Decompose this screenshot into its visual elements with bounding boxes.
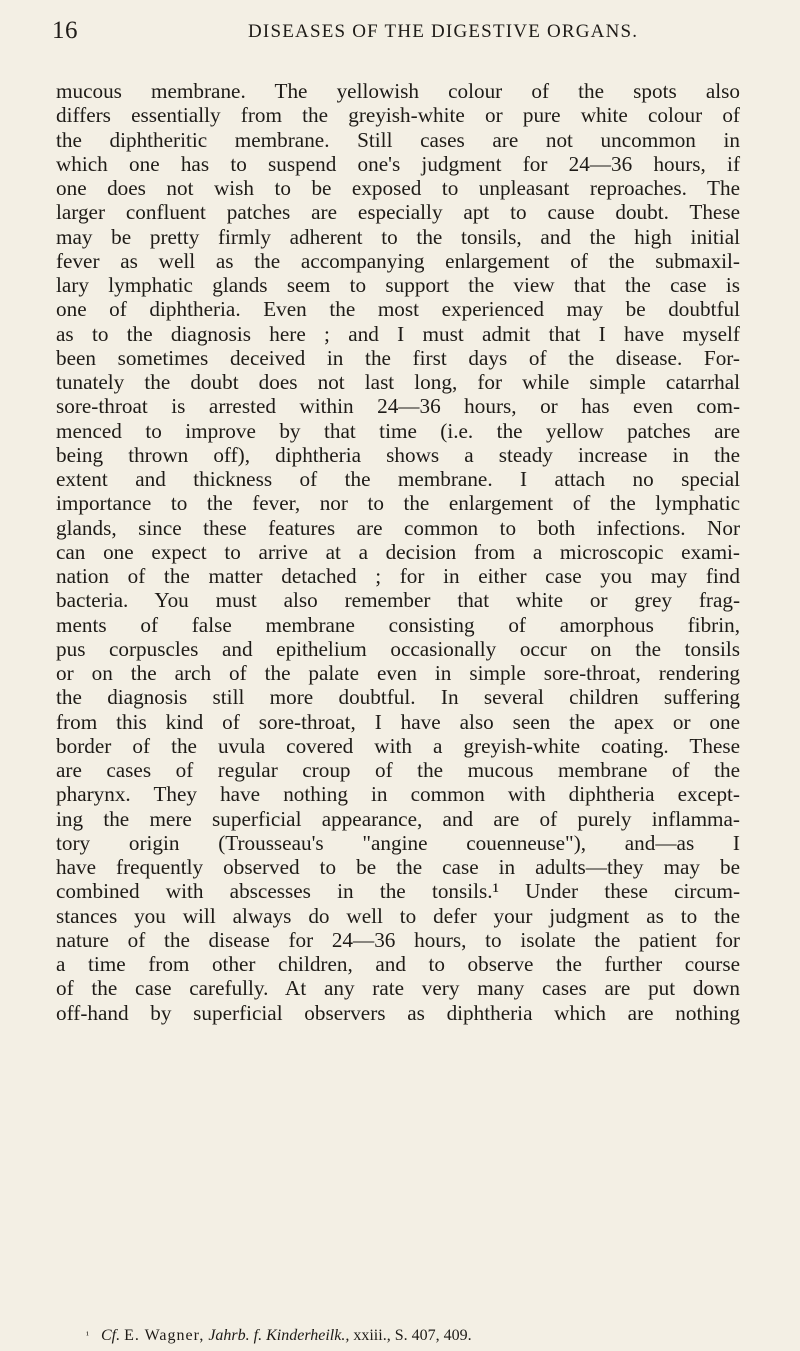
text-line: differs essentially from the greyish-white or pure white colour of — [56, 103, 740, 128]
text-line: bacteria. You must also remember that white or grey frag- — [56, 588, 740, 613]
text-line: can one expect to arrive at a decision from a microscopic exami- — [56, 539, 740, 564]
text-line: tunately the doubt does not last long, for while simple catarrhal — [56, 370, 740, 394]
running-head — [48, 16, 738, 46]
text-line: stances you will always do well to defer your judgment as to the — [56, 903, 740, 928]
footnote — [86, 1326, 746, 1346]
text-line: pharynx. They have nothing in common with diphtheria except- — [56, 782, 740, 807]
text-line: nation of the matter detached ; for in either case you may find — [56, 564, 740, 588]
text-line: off-hand by superficial observers as diphtheria which are nothing — [56, 1000, 740, 1025]
text-line: extent and thickness of the membrane. I attach no special — [56, 467, 740, 491]
text-line: been sometimes deceived in the first days of the disease. For- — [56, 345, 740, 370]
text-line: pus corpuscles and epithelium occasionally occur on the tonsils — [56, 636, 740, 661]
text-line: menced to improve by that time (i.e. the yellow patches are — [56, 418, 740, 443]
body-text — [56, 79, 740, 1025]
text-line: may be pretty firmly adherent to the tonsils, and the high initial — [56, 224, 740, 249]
text-line: of the case carefully. At any rate very many cases are put down — [56, 976, 740, 1001]
footnote-journal: Jahrb. f. Kinderheilk., — [208, 1327, 350, 1344]
text-line: ing the mere superficial appearance, and are of purely inflamma- — [56, 806, 740, 831]
footnote-author: E. Wagner, — [124, 1327, 205, 1344]
text-line: from this kind of sore-throat, I have also seen the apex or one — [56, 709, 740, 734]
text-line: as to the diagnosis here ; and I must admit that I have myself — [56, 321, 740, 346]
text-line: combined with abscesses in the tonsils.¹ Under these circum- — [56, 879, 740, 904]
text-line: importance to the fever, nor to the enlargement of the lymphatic — [56, 491, 740, 516]
text-line: a time from other children, and to observe the further course — [56, 952, 740, 976]
footnote-cf: Cf. — [101, 1327, 121, 1344]
text-line: are cases of regular croup of the mucous membrane of the — [56, 758, 740, 782]
text-line: the diagnosis still more doubtful. In several children suffering — [56, 685, 740, 710]
text-line: being thrown off), diphtheria shows a steady increase in the — [56, 442, 740, 467]
page-number: 16 — [52, 17, 78, 44]
text-line: sore-throat is arrested within 24—36 hours, or has even com- — [56, 394, 740, 419]
text-line: one of diphtheria. Even the most experienced may be doubtful — [56, 297, 740, 322]
text-line: which one has to suspend one's judgment for 24—36 hours, if — [56, 151, 740, 176]
text-line: one does not wish to be exposed to unpleasant reproaches. The — [56, 176, 740, 200]
text-line: border of the uvula covered with a greyish-white coating. These — [56, 733, 740, 758]
text-line: or on the arch of the palate even in simple sore-throat, rendering — [56, 661, 740, 685]
footnote-reference: xxiii., S. 407, 409. — [353, 1327, 472, 1344]
footnote-mark: ¹ — [86, 1330, 89, 1341]
text-line: have frequently observed to be the case in adults—they may be — [56, 855, 740, 879]
text-line: mucous membrane. The yellowish colour of the spots also — [56, 79, 740, 103]
text-line: glands, since these features are common to both infections. Nor — [56, 515, 740, 540]
text-line: tory origin (Trousseau's "angine couenneuse"), and—as I — [56, 830, 740, 855]
text-line: fever as well as the accompanying enlargement of the submaxil- — [56, 248, 740, 273]
text-line: lary lymphatic glands seem to support the view that the case is — [56, 273, 740, 297]
text-line: larger confluent patches are especially apt to cause doubt. These — [56, 200, 740, 225]
running-title: DISEASES OF THE DIGESTIVE ORGANS. — [248, 21, 639, 42]
text-line: ments of false membrane consisting of amorphous fibrin, — [56, 612, 740, 637]
text-line: the diphtheritic membrane. Still cases are not uncommon in — [56, 127, 740, 152]
text-line: nature of the disease for 24—36 hours, to isolate the patient for — [56, 927, 740, 952]
